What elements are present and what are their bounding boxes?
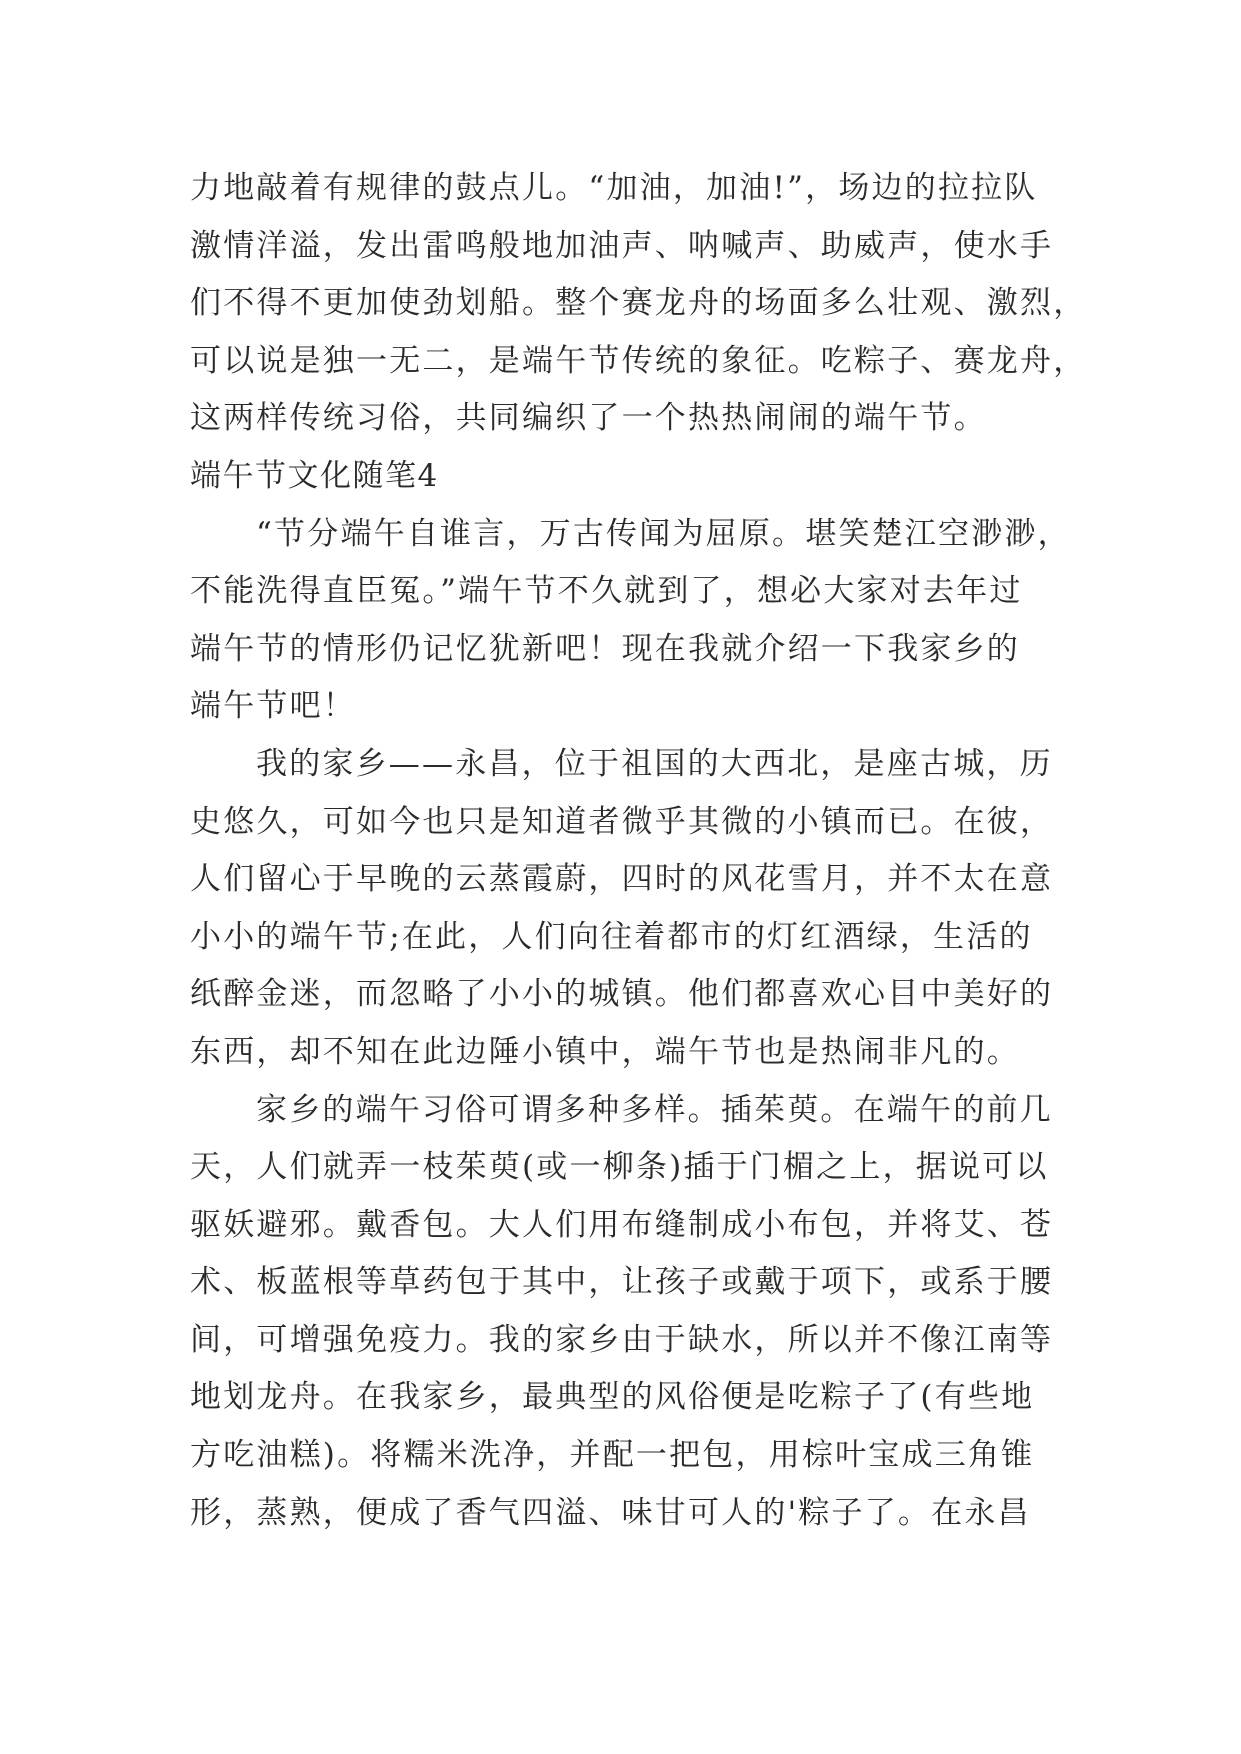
- text-line: 方吃油糕)。将糯米洗净，并配一把包，用棕叶宝成三角锥: [190, 1437, 1035, 1474]
- text-line: 人们留心于早晚的云蒸霞蔚，四时的风花雪月，并不太在意: [190, 861, 1054, 898]
- text-line: 可以说是独一无二，是端午节传统的象征。吃粽子、赛龙舟，: [190, 342, 1087, 379]
- text-line: 纸醉金迷，而忽略了小小的城镇。他们都喜欢心目中美好的: [190, 976, 1054, 1013]
- text-line: 东西，却不知在此边陲小镇中，端午节也是热闹非凡的。: [190, 1033, 1020, 1070]
- continued-paragraph: [190, 160, 1087, 448]
- text-line: 端午节吧！: [190, 688, 356, 725]
- text-line: 术、板蓝根等草药包于其中，让孩子或戴于项下，或系于腰: [190, 1264, 1054, 1301]
- text-line: 小小的端午节;在此，人们向往着都市的灯红酒绿，生活的: [190, 918, 1033, 955]
- text-line: 地划龙舟。在我家乡，最典型的风俗便是吃粽子了(有些地: [190, 1379, 1035, 1416]
- text-line: 端午节的情形仍记忆犹新吧！现在我就介绍一下我家乡的: [190, 630, 1020, 667]
- text-line: 激情洋溢，发出雷鸣般地加油声、呐喊声、助威声，使水手: [190, 227, 1054, 264]
- text-line: 天，人们就弄一枝茱萸(或一柳条)插于门楣之上，据说可以: [190, 1149, 1049, 1186]
- text-line: 力地敲着有规律的鼓点儿。“加油，加油!”，场边的拉拉队: [190, 170, 1038, 206]
- paragraph-poem-intro: [190, 506, 1071, 736]
- text-line: 家乡的端午习俗可谓多种多样。插茱萸。在端午的前几: [256, 1091, 1053, 1128]
- document-body: [190, 160, 1087, 1542]
- text-line: 们不得不更加使劲划船。整个赛龙舟的场面多么壮观、激烈，: [190, 285, 1087, 322]
- text-line: 形，蒸熟，便成了香气四溢、味甘可人的'粽子了。在永昌: [190, 1494, 1031, 1531]
- text-line: 不能洗得直臣冤。”端午节不久就到了，想必大家对去年过: [190, 573, 1023, 610]
- text-line: 我的家乡——永昌，位于祖国的大西北，是座古城，历: [256, 745, 1053, 782]
- paragraph-hometown: [190, 736, 1056, 1082]
- text-line: 驱妖避邪。戴香包。大人们用布缝制成小布包，并将艾、苍: [190, 1206, 1054, 1243]
- section-title: 端午节文化随笔4: [190, 457, 439, 494]
- paragraph-customs: [190, 1082, 1056, 1543]
- text-line: 史悠久，可如今也只是知道者微乎其微的小镇而已。在彼，: [190, 803, 1054, 840]
- text-line: “节分端午自谁言，万古传闻为屈原。堪笑楚江空渺渺，: [256, 515, 1071, 552]
- text-line: 间，可增强免疫力。我的家乡由于缺水，所以并不像江南等: [190, 1321, 1054, 1358]
- text-line: 这两样传统习俗，共同编织了一个热热闹闹的端午节。: [190, 400, 987, 437]
